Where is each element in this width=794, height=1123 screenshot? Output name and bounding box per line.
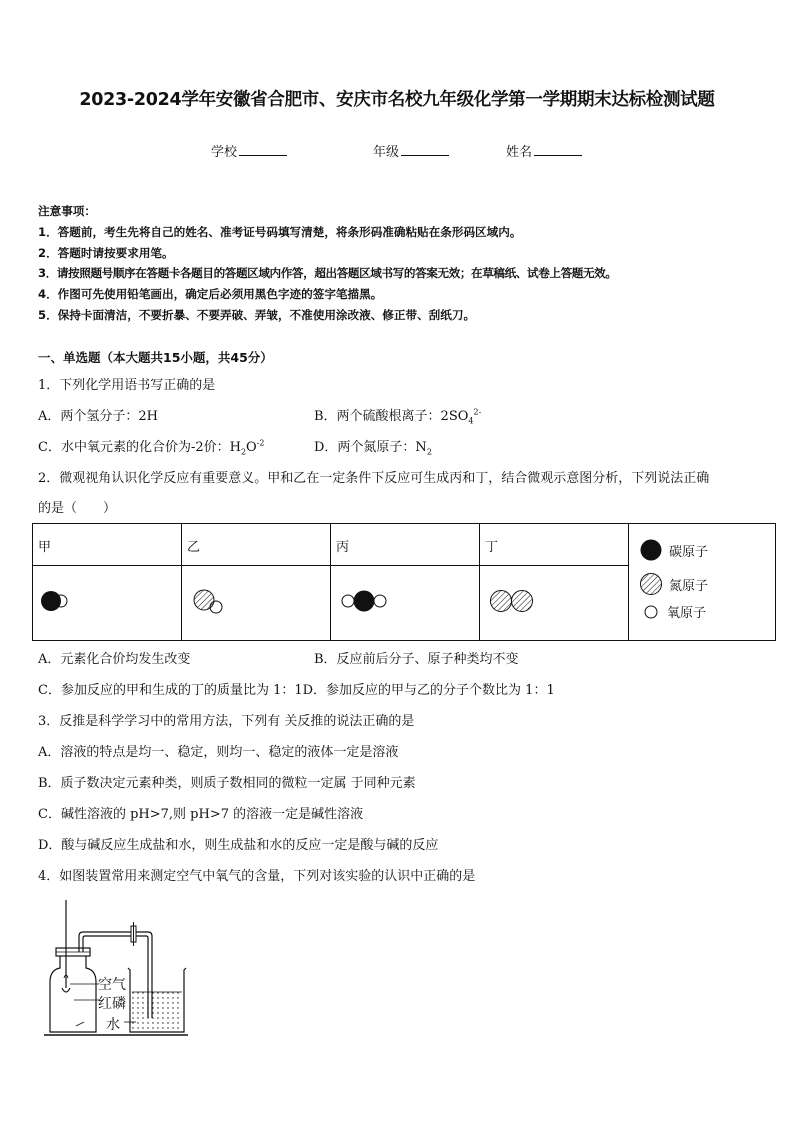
header-jia: 甲 — [33, 524, 182, 566]
co2-molecule-icon — [331, 566, 479, 636]
molecule-ding — [480, 566, 629, 641]
q3-option-c: C．碱性溶液的 pH>7,则 pH>7 的溶液一定是碱性溶液 — [38, 807, 364, 822]
legend-carbon: 碳原子 — [639, 538, 775, 562]
school-label: 学校 — [211, 145, 238, 160]
q2-stem: 2．微观视角认识化学反应有重要意义。甲和乙在一定条件下反应可生成丙和丁，结合微观示意图分析，下列说法正确 — [38, 471, 710, 486]
label-red-phosphorus: 红磷 — [98, 996, 126, 1012]
legend-nitrogen: 氮原子 — [639, 572, 775, 596]
school-field — [211, 141, 287, 160]
notice-item: 4．作图可先使用铅笔画出，确定后必须用黑色字迹的签字笔描黑。 — [38, 287, 383, 301]
grade-field — [373, 141, 449, 160]
n2-molecule-icon — [480, 566, 628, 636]
header-yi: 乙 — [182, 524, 331, 566]
notice-item: 3．请按照题号顺序在答题卡各题目的答题区域内作答，超出答题区域书写的答案无效；在草稿纸、试卷上答题无效。 — [38, 266, 617, 280]
q1-stem: 1．下列化学用语书写正确的是 — [38, 378, 216, 393]
label-water: 水 — [106, 1017, 120, 1033]
q2-stem-cont: 的是（ ） — [38, 501, 117, 516]
legend-cell — [629, 524, 776, 641]
grade-blank — [401, 143, 449, 156]
q3-option-b: B．质子数决定元素种类，则质子数相同的微粒一定属 于同种元素 — [38, 776, 416, 791]
molecule-yi — [182, 566, 331, 641]
header-bing: 丙 — [331, 524, 480, 566]
school-blank — [239, 143, 287, 156]
name-blank — [534, 143, 582, 156]
apparatus-diagram — [36, 896, 206, 1041]
micro-diagram-table — [32, 523, 776, 641]
page-title: 2023-2024学年安徽省合肥市、安庆市名校九年级化学第一学期期末达标检测试题 — [79, 90, 715, 110]
q1-option-d: D．两个氮原子：$N_2$ — [314, 440, 432, 457]
oxygen-measurement-apparatus — [36, 896, 206, 1045]
co-molecule-icon — [33, 566, 181, 636]
name-field — [506, 141, 582, 160]
q3-stem: 3．反推是科学学习中的常用方法，下列有 关反推的说法正确的是 — [38, 714, 415, 729]
section-heading: 一、单选题（本大题共15小题，共45分） — [38, 350, 273, 365]
nitrogen-atom-icon — [639, 572, 663, 596]
notice-item: 1．答题前，考生先将自己的姓名、准考证号码填写清楚，将条形码准确粘贴在条形码区域内。 — [38, 225, 522, 239]
q1-option-c: C．水中氧元素的化合价为-2价：$H_2O^{-2}$ — [38, 438, 265, 457]
q4-stem: 4．如图装置常用来测定空气中氧气的含量，下列对该实验的认识中正确的是 — [38, 869, 476, 884]
q3-option-d: D．酸与碱反应生成盐和水，则生成盐和水的反应一定是酸与碱的反应 — [38, 838, 439, 853]
grade-label: 年级 — [373, 145, 400, 160]
molecule-jia — [33, 566, 182, 641]
name-label: 姓名 — [506, 145, 533, 160]
q1-option-a: A．两个氢分子：2H — [38, 409, 158, 424]
header-ding: 丁 — [480, 524, 629, 566]
q2-option-cd: C．参加反应的甲和生成的丁的质量比为 1：1D．参加反应的甲与乙的分子个数比为 1：1 — [38, 683, 555, 698]
oxygen-atom-icon — [643, 604, 659, 620]
carbon-atom-icon — [639, 538, 663, 562]
molecule-bing — [331, 566, 480, 641]
q2-option-a: A．元素化合价均发生改变 — [38, 652, 191, 667]
notice-item: 2．答题时请按要求用笔。 — [38, 246, 174, 260]
q3-option-a: A．溶液的特点是均一、稳定，则均一、稳定的液体一定是溶液 — [38, 745, 399, 760]
notice-heading: 注意事项： — [38, 204, 96, 218]
notice-item: 5．保持卡面清洁，不要折暴、不要弄破、弄皱，不准使用涂改液、修正带、刮纸刀。 — [38, 308, 476, 322]
no-molecule-icon — [182, 566, 330, 636]
legend-oxygen: 氧原子 — [643, 602, 775, 621]
q1-option-b: B．两个硫酸根离子：$2SO_4^{2-}$ — [314, 407, 482, 426]
label-air: 空气 — [98, 977, 126, 993]
q2-option-b: B．反应前后分子、原子种类均不变 — [314, 652, 519, 667]
